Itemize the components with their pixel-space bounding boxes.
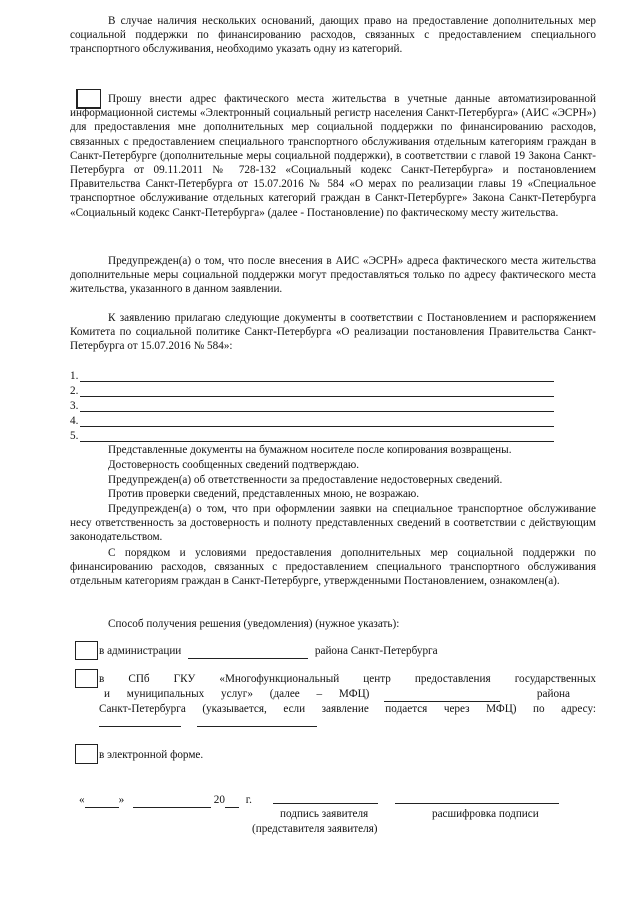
signature-representative-label: (представителя заявителя) bbox=[252, 823, 378, 835]
year-input[interactable] bbox=[225, 793, 239, 808]
statement-responsibility: Предупрежден(а) об ответственности за предоставление недостоверных сведений. bbox=[108, 474, 503, 486]
statement-docs-returned: Представленные документы на бумажном носителе после копирования возвращены. bbox=[108, 444, 512, 456]
signature-decode-label: расшифровка подписи bbox=[432, 808, 539, 820]
option-mfc-district-word: района bbox=[536, 688, 570, 700]
option-mfc-line3: Санкт-Петербурга (указывается, если заявление подается через МФЦ) по адресу: bbox=[99, 703, 596, 715]
option-mfc-line1: в СПб ГКУ «Многофункциональный центр предоставления государственных bbox=[99, 673, 596, 685]
doc-number-2: 2. bbox=[70, 385, 79, 397]
doc-number-5: 5. bbox=[70, 430, 79, 442]
quote-open: « bbox=[79, 794, 85, 806]
option-administration-suffix: района Санкт-Петербурга bbox=[314, 645, 438, 657]
attachments-paragraph: К заявлению прилагаю следующие документы в соответствии с Постановлением и распоряжением Комитета по социальной политике Санкт-Петербурга «О реализации постановления Правительства Санкт-Петербурга от 15.07.2016 № 584»: bbox=[70, 312, 596, 353]
date-field bbox=[79, 793, 252, 808]
signature-label: подпись заявителя bbox=[280, 808, 369, 820]
statement-no-objection: Против проверки сведений, представленных мною, не возражаю. bbox=[108, 488, 420, 500]
signature-input[interactable] bbox=[273, 803, 378, 804]
statement-acknowledged: С порядком и условиями предоставления дополнительных мер социальной поддержки по финансированию расходов, связанных с предоставлением специального транспортного обслуживания отдельным категориям граждан в Санкт-Петербурге, утвержденными Постановлением, ознакомлен(а). bbox=[70, 547, 596, 588]
doc-number-1: 1. bbox=[70, 370, 79, 382]
doc-number-4: 4. bbox=[70, 415, 79, 427]
doc-line-1[interactable] bbox=[80, 381, 554, 382]
option-mfc-checkbox[interactable] bbox=[75, 669, 98, 688]
year-suffix: г. bbox=[245, 794, 252, 806]
day-input[interactable] bbox=[85, 793, 119, 808]
method-heading: Способ получения решения (уведомления) (нужное указать): bbox=[108, 618, 400, 630]
option-electronic: в электронной форме. bbox=[99, 749, 204, 761]
doc-line-2[interactable] bbox=[80, 396, 554, 397]
doc-number-3: 3. bbox=[70, 400, 79, 412]
doc-line-3[interactable] bbox=[80, 411, 554, 412]
mfc-address-input-1[interactable] bbox=[99, 726, 181, 727]
year-prefix: 20 bbox=[213, 794, 225, 806]
quote-close: » bbox=[118, 794, 125, 806]
intro-paragraph: В случае наличия нескольких оснований, дающих право на предоставление дополнительных мер социальной поддержки по финансированию расходов, связанных с предоставлением специального транспортного обслуживания, необходимо указать одну из категорий. bbox=[70, 15, 596, 56]
option-mfc-line2 bbox=[104, 687, 596, 702]
option-mfc-label: и муниципальных услуг» (далее – МФЦ) bbox=[104, 688, 370, 700]
option-administration-checkbox[interactable] bbox=[75, 641, 98, 660]
doc-line-4[interactable] bbox=[80, 426, 554, 427]
doc-line-5[interactable] bbox=[80, 441, 554, 442]
statement-transport-responsibility: Предупрежден(а) о том, что при оформлении заявки на специальное транспортное обслуживание несу ответственность за достоверность и полноту представленных сведений в соответствии с действующим законодательством. bbox=[70, 503, 596, 544]
address-warning-paragraph: Предупрежден(а) о том, что после внесения в АИС «ЭСРН» адреса фактического места жительства дополнительные меры социальной поддержки могут предоставляться только по адресу фактического места жительства, указанного в данном заявлении. bbox=[70, 255, 596, 296]
mfc-district-input[interactable] bbox=[384, 687, 500, 702]
statement-confirm: Достоверность сообщенных сведений подтверждаю. bbox=[108, 459, 360, 471]
option-administration-label: в администрации bbox=[99, 645, 182, 657]
mfc-address-input-2[interactable] bbox=[197, 726, 317, 727]
address-request-paragraph: Прошу внести адрес фактического места жительства в учетные данные автоматизированной информационной системы «Электронный социальный регистр населения Санкт-Петербурга» (АИС «ЭСРН») для предоставления мне дополнительных мер социальной поддержки по финансированию расходов, связанных с предоставлением специального транспортного обслуживания отдельным категориям граждан в Санкт-Петербурге (дополнительные меры социальной поддержки), в соответствии с главой 19 Закона Санкт-Петербурга от 09.11.2011 № 728-132 «Социальный кодекс Санкт-Петербурга» и постановлением Правительства Санкт-Петербурга от 15.07.2016 № 584 «О мерах по реализации главы 19 «Специальное транспортное обслуживание отдельных категорий граждан в Санкт-Петербурге» Закона Санкт-Петербурга «Социальный кодекс Санкт-Петербурга» (далее - Постановление) по фактическому месту жительства. bbox=[70, 93, 596, 219]
signature-decode-input[interactable] bbox=[395, 803, 559, 804]
month-input[interactable] bbox=[133, 793, 211, 808]
district-input[interactable] bbox=[188, 644, 308, 659]
option-electronic-checkbox[interactable] bbox=[75, 744, 98, 764]
option-administration bbox=[99, 644, 438, 659]
